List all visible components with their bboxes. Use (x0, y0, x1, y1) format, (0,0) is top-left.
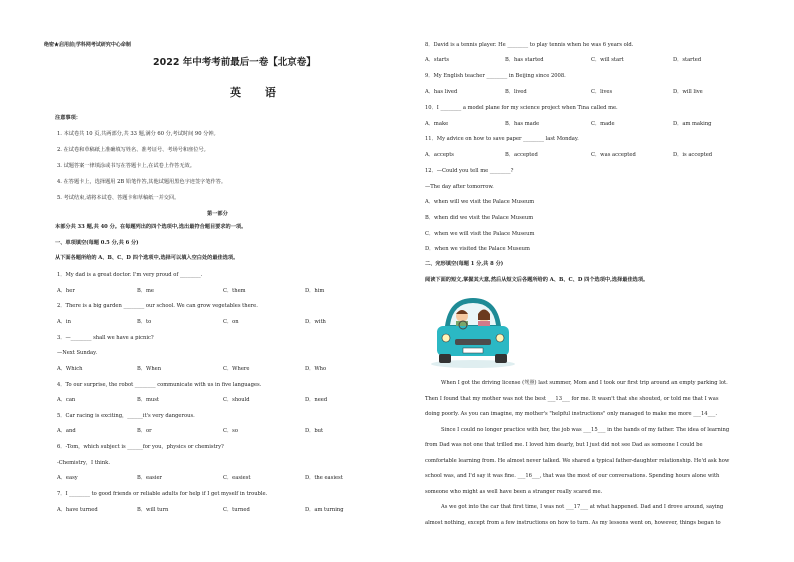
option-c: C．easiest (223, 475, 251, 481)
option-b: B．will turn (137, 507, 169, 513)
passage-line: Since I could no longer practice with her, the job was ___15___ in the hands of my father. The idea of learning (441, 426, 730, 433)
passage-line: someone who might as well have been a stranger really scared me. (425, 488, 603, 495)
passage-line: Then I found that my mother was not the best ___13___ for me. It wasn't that she shouted, or told me that I was (425, 395, 719, 402)
option-a: A．accepts (425, 152, 454, 158)
question-stem: 10．I ________ a model plane for my science project when Tina called me. (425, 105, 618, 111)
note-item: 5. 考试结束,请将本试卷、答题卡和草稿纸一并交回。 (57, 195, 180, 201)
option-a: A．Which (57, 366, 83, 372)
passage-line: As we got into the car that first time, I was not ___17___ at what happened. Dad and I drove around, saying (441, 504, 724, 510)
option-d: D．started (673, 57, 702, 63)
option-c: C．should (223, 397, 250, 403)
question-stem: 1．My dad is a great doctor. I'm very proud of ________. (57, 272, 203, 278)
note-item: 1. 本试卷共 10 页,共两部分,共 33 题,满分 60 分,考试时间 90 分钟。 (57, 131, 219, 137)
option-a: A．make (425, 121, 449, 127)
passage-line: almost nothing, except from a few instructions on how to turn. As my lessons went on, however, things began to (425, 519, 721, 526)
section1-title: 一、单项填空(每题 0.5 分,共 6 分) (55, 240, 139, 246)
section1-intro: 从下面各题所给的 A、B、C、D 四个选项中,选择可以填入空白处的最佳选项。 (55, 255, 239, 261)
car-driving-illustration (425, 292, 755, 370)
section2-intro: 阅读下面的短文,掌握其大意,然后从短文后各题所给的 A、B、C、D 四个选项中,选择最佳选项。 (425, 277, 649, 283)
part1-title: 第一部分 (207, 211, 228, 217)
option-b: B．me (137, 288, 154, 294)
option-c: C．turned (223, 507, 250, 513)
option-a: A．have turned (57, 507, 98, 513)
option-d: D．will live (673, 89, 703, 95)
option-c: C．on (223, 319, 239, 325)
question-stem: 5．Car racing is exciting，______it's very dangerous. (57, 413, 195, 419)
question-reply: -Chemistry，I think. (57, 460, 110, 466)
passage-line: from Dad was not one that trilled me. I loved him dearly, but I just did not see Dad as someone I could be (425, 442, 703, 448)
question-stem: 12．—Could you tell me ________? (425, 168, 514, 174)
question-stem: 7．I ________ to good friends or reliable adults for help if I get myself in trouble. (57, 491, 268, 497)
option-b: B．when did we visit the Palace Museum (425, 215, 534, 221)
question-stem: 6．-Tom，which subject is ______for you，physics or chemistry? (57, 444, 224, 450)
confidential-header: 绝密★启用前|学科网考试研究中心命制 (44, 42, 131, 48)
option-b: B．lived (505, 89, 527, 95)
subject-title: 英 语 (230, 86, 286, 99)
option-c: C．made (591, 121, 615, 127)
option-d: D．am making (673, 121, 712, 127)
option-a: A．in (57, 319, 71, 325)
option-b: B．has made (505, 121, 540, 127)
option-d: D．the easiest (305, 475, 343, 481)
question-stem: 8．David is a tennis player. He ________ to play tennis when he was 6 years old. (425, 42, 634, 48)
option-b: B．must (137, 397, 160, 403)
option-a: A．has lived (425, 89, 458, 95)
question-reply: —Next Sunday. (57, 350, 97, 356)
question-stem: 9．My English teacher ________ in Beijing since 2008. (425, 73, 566, 79)
option-d: D．but (305, 428, 324, 434)
option-a: A．and (57, 428, 76, 434)
option-c: C．them (223, 288, 246, 294)
note-item: 2. 在试卷和草稿纸上准确填写姓名、准考证号、考场号和座位号。 (57, 147, 209, 153)
option-d: D．Who (305, 366, 327, 372)
note-item: 4. 在答题卡上，选择题用 2B 铅笔作答,其他试题用黑色字迹签字笔作答。 (57, 179, 227, 185)
option-d: D．is accepted (673, 152, 713, 158)
option-b: B．or (137, 428, 152, 434)
note-item: 3. 试题答案一律填涂或书写在答题卡上,在试卷上作答无效。 (57, 163, 195, 169)
option-d: D．am turning (305, 507, 344, 513)
question-reply: —The day after tomorrow. (425, 184, 494, 190)
notes-heading: 注意事项： (55, 115, 81, 121)
part1-intro: 本部分共 33 题,共 40 分。在每题列出的四个选项中,选出最符合题目要求的一项。 (55, 224, 247, 230)
option-a: A．can (57, 397, 76, 403)
option-d: D．when we visited the Palace Museum (425, 246, 530, 252)
option-b: B．accepted (505, 152, 538, 158)
passage-line: doing poorly. As you can imagine, my mother's "helpful instructions" only managed to make me more ___14___. (425, 411, 718, 417)
passage-line: school was, and I'd say it was fine. ___16___, that was the most of our conversations. Spending hours alone with (425, 473, 720, 479)
option-a: A．starts (425, 57, 449, 63)
option-b: B．has started (505, 57, 544, 63)
option-d: D．with (305, 319, 326, 325)
exam-title: 2022 年中考考前最后一卷【北京卷】 (153, 57, 316, 68)
passage-line: comfortable learning from. He almost never talked. We shared a typical father-daughter relationship. He'd ask how (425, 457, 730, 464)
option-c: C．lives (591, 89, 613, 95)
option-a: A．when will we visit the Palace Museum (425, 199, 535, 205)
option-c: C．so (223, 428, 238, 434)
question-stem: 2．There is a big garden ________ our school. We can grow vegetables there. (57, 303, 258, 309)
option-b: B．to (137, 319, 152, 325)
option-c: C．when we will visit the Palace Museum (425, 231, 535, 237)
option-c: C．will start (591, 57, 624, 63)
option-d: D．need (305, 397, 328, 403)
question-stem: 4．To our surprise, the robot ________ communicate with us in five languages. (57, 382, 262, 388)
passage-line: When I got the driving license (驾照) last summer, Mom and I took our first trip around an empty parking lot. (441, 380, 728, 386)
section2-title: 二、完形填空(每题 1 分,共 8 分) (425, 261, 504, 267)
option-c: C．was accepted (591, 152, 636, 158)
option-c: C．Where (223, 366, 250, 372)
option-b: B．When (137, 366, 162, 372)
option-d: D．him (305, 288, 325, 294)
option-b: B．easier (137, 475, 163, 481)
question-stem: 11．My advice on how to save paper ________ last Monday. (425, 136, 579, 142)
question-stem: 3．—________ shall we have a picnic? (57, 335, 154, 341)
option-a: A．her (57, 288, 75, 294)
option-a: A．easy (57, 475, 78, 481)
